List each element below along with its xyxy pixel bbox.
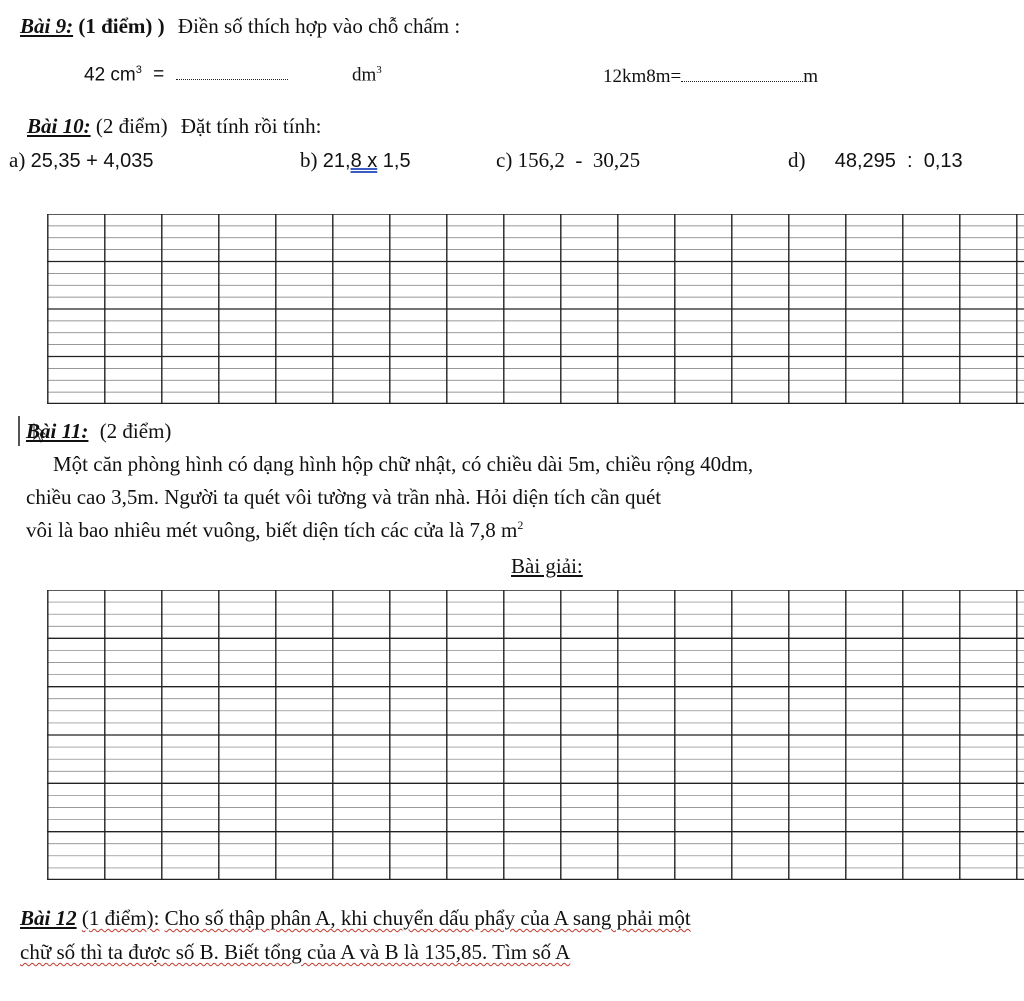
bai11-line-1: Một căn phòng hình có dạng hình hộp chữ nhật, có chiều dài 5m, chiều rộng 40dm, — [53, 452, 754, 476]
bai11-solution-grid[interactable] — [47, 590, 1024, 880]
bai9-heading — [20, 14, 460, 39]
bai11-solution-heading: Bài giải: — [511, 554, 583, 578]
bai10-c-label: c) — [496, 148, 513, 172]
bai10-points: (2 điểm) — [95, 114, 168, 138]
bai12-points: (1 điểm): — [81, 906, 160, 930]
bai12-line-1 — [20, 906, 691, 931]
grid-lines — [47, 590, 1024, 880]
bai11-line-3-sup: 2 — [517, 518, 524, 532]
bai10-b-label: b) — [300, 148, 318, 172]
bai11-line-3-text: vôi là bao nhiêu mét vuông, biết diện tích các cửa là 7,8 m — [26, 518, 518, 542]
bai12-title: Bài 12 — [20, 906, 77, 930]
bai9-expr1-unit: dm — [352, 64, 377, 86]
bai12-text-2: chữ số thì ta được số B. Biết tổng của A và B là 135,85. Tìm số A — [20, 940, 571, 964]
bai10-b-expr — [323, 150, 411, 172]
grid-lines — [47, 214, 1024, 404]
bai10-a-expr: 25,35 + 4,035 — [30, 150, 154, 172]
bai9-expr2-unit: m — [803, 66, 819, 87]
bai9-instruction: Điền số thích hợp vào chỗ chấm : — [177, 14, 461, 38]
bai10-problem-c — [496, 148, 640, 173]
bai9-blank-1[interactable] — [176, 65, 288, 80]
bai9-expr2-left: 12km8m= — [603, 66, 682, 87]
bai12-line-2 — [20, 940, 570, 965]
bai10-problem-d — [788, 148, 963, 173]
bai11-line-3 — [26, 518, 523, 543]
bai9-expr1-unit-sup: 3 — [376, 64, 382, 76]
bai10-answer-grid[interactable] — [47, 214, 1024, 404]
bai10-d-label: d) — [788, 148, 806, 172]
bai10-b-expr-pre: 21, — [322, 150, 351, 172]
bai11-title: Bài 11: — [26, 419, 89, 443]
bai9-expr1-left: 42 cm — [84, 64, 136, 86]
bai10-title: Bài 10: — [27, 114, 91, 138]
bai10-c-expr: 156,2 - 30,25 — [517, 148, 641, 172]
bai11-points: (2 điểm) — [99, 419, 172, 443]
bai10-d-expr: 48,295 : 0,13 — [834, 150, 963, 172]
bai11-line-2: chiều cao 3,5m. Người ta quét vôi tường và trần nhà. Hỏi diện tích cần quét — [26, 485, 662, 509]
bai10-problem-b — [300, 148, 411, 173]
bai9-expr1-eq: = — [153, 64, 165, 86]
bai9-expr1-unit-wrap — [352, 64, 382, 86]
bai10-problem-a — [9, 148, 153, 173]
text-cursor-bar — [18, 416, 20, 446]
bai12-text-1: Cho số thập phân A, khi chuyển dấu phẩy của A sang phải một — [164, 906, 691, 930]
bai10-b-expr-ul: 8 x — [350, 150, 378, 172]
bai11-heading — [26, 419, 171, 444]
bai9-points: (1 điểm) ) — [78, 14, 165, 38]
bai9-blank-2[interactable] — [681, 67, 803, 82]
bai9-expression-2 — [603, 66, 818, 88]
bai10-instruction: Đặt tính rồi tính: — [180, 114, 322, 138]
bai9-expr1-sup: 3 — [135, 64, 142, 76]
bai9-title: Bài 9: — [20, 14, 74, 38]
bai10-b-expr-post: 1,5 — [377, 150, 411, 172]
bai10-a-label: a) — [9, 148, 26, 172]
bai10-heading — [27, 114, 321, 139]
bai9-expression-1 — [84, 64, 288, 86]
